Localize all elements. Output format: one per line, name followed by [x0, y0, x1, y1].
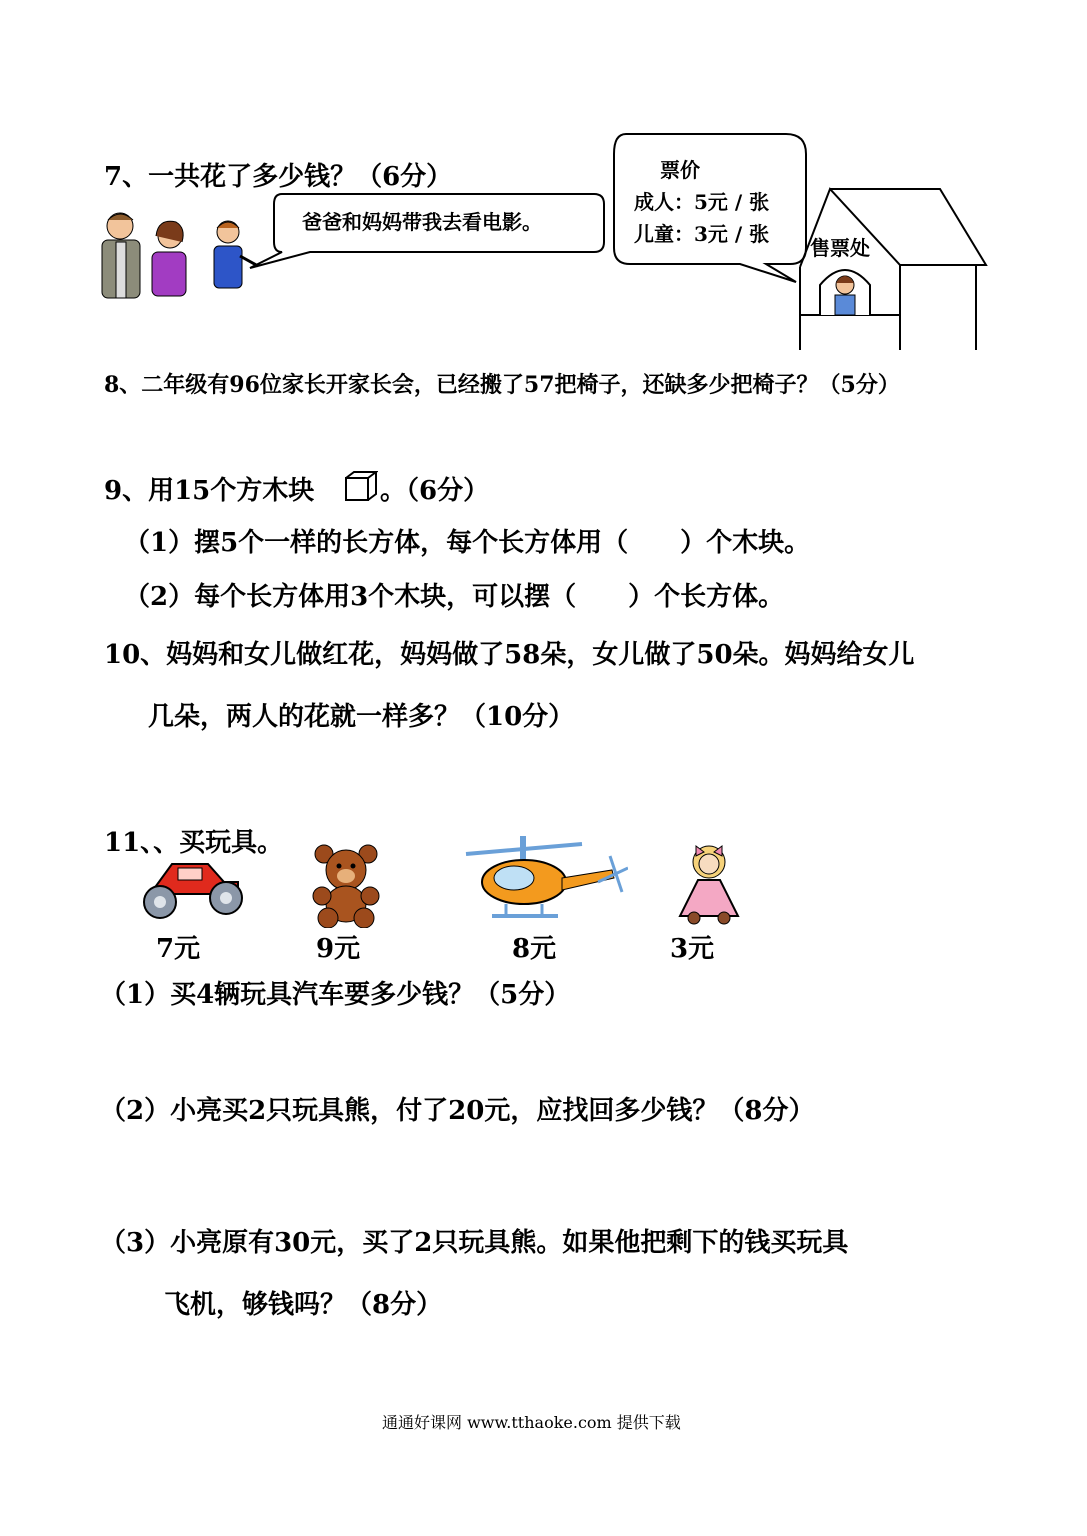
q9-sub1: （1）摆5个一样的长方体，每个长方体用（ ）个木块。	[124, 528, 811, 558]
q11-sub3-line1: （3）小亮原有30元，买了2只玩具熊。如果他把剩下的钱买玩具	[100, 1228, 849, 1258]
q8-title: 8、二年级有96位家长开家长会，已经搬了57把椅子，还缺多少把椅子？（5分）	[104, 372, 900, 398]
q11-title: 11、、买玩具。	[104, 828, 284, 858]
q11-sub3-line2: 飞机，够钱吗？（8分）	[164, 1290, 443, 1320]
ticket-title: 票价	[660, 158, 700, 182]
teddy-bear-icon	[310, 844, 382, 928]
helicopter-price: 8元	[512, 934, 557, 964]
doll-price: 3元	[670, 934, 715, 964]
q9-title-post: 。（6分）	[380, 476, 490, 506]
toy-car-price: 7元	[156, 934, 201, 964]
ticket-child-price: 儿童：3元 / 张	[634, 222, 770, 246]
teddy-bear-price: 9元	[316, 934, 361, 964]
speech-text: 爸爸和妈妈带我去看电影。	[302, 210, 542, 234]
ticket-booth-icon	[790, 185, 990, 355]
toy-car-icon	[138, 852, 248, 922]
booth-sign: 售票处	[810, 236, 870, 260]
footer-credit: 通通好课网 www.tthaoke.com 提供下载	[382, 1413, 681, 1432]
q9-title-pre: 9、用15个方木块	[104, 476, 315, 506]
ticket-adult-price: 成人：5元 / 张	[634, 190, 770, 214]
q11-sub2: （2）小亮买2只玩具熊，付了20元，应找回多少钱？（8分）	[100, 1096, 815, 1126]
q7-title: 7、一共花了多少钱？（6分）	[104, 162, 453, 192]
q9-sub2: （2）每个长方体用3个木块，可以摆（ ）个长方体。	[124, 582, 785, 612]
helicopter-icon	[462, 832, 628, 924]
cube-icon	[344, 470, 378, 502]
q10-line2: 几朵，两人的花就一样多？（10分）	[148, 702, 575, 732]
doll-icon	[674, 842, 744, 926]
q11-sub1: （1）买4辆玩具汽车要多少钱？（5分）	[100, 980, 571, 1010]
family-illustration	[80, 208, 260, 300]
q10-line1: 10、妈妈和女儿做红花，妈妈做了58朵，女儿做了50朵。妈妈给女儿	[104, 640, 915, 670]
